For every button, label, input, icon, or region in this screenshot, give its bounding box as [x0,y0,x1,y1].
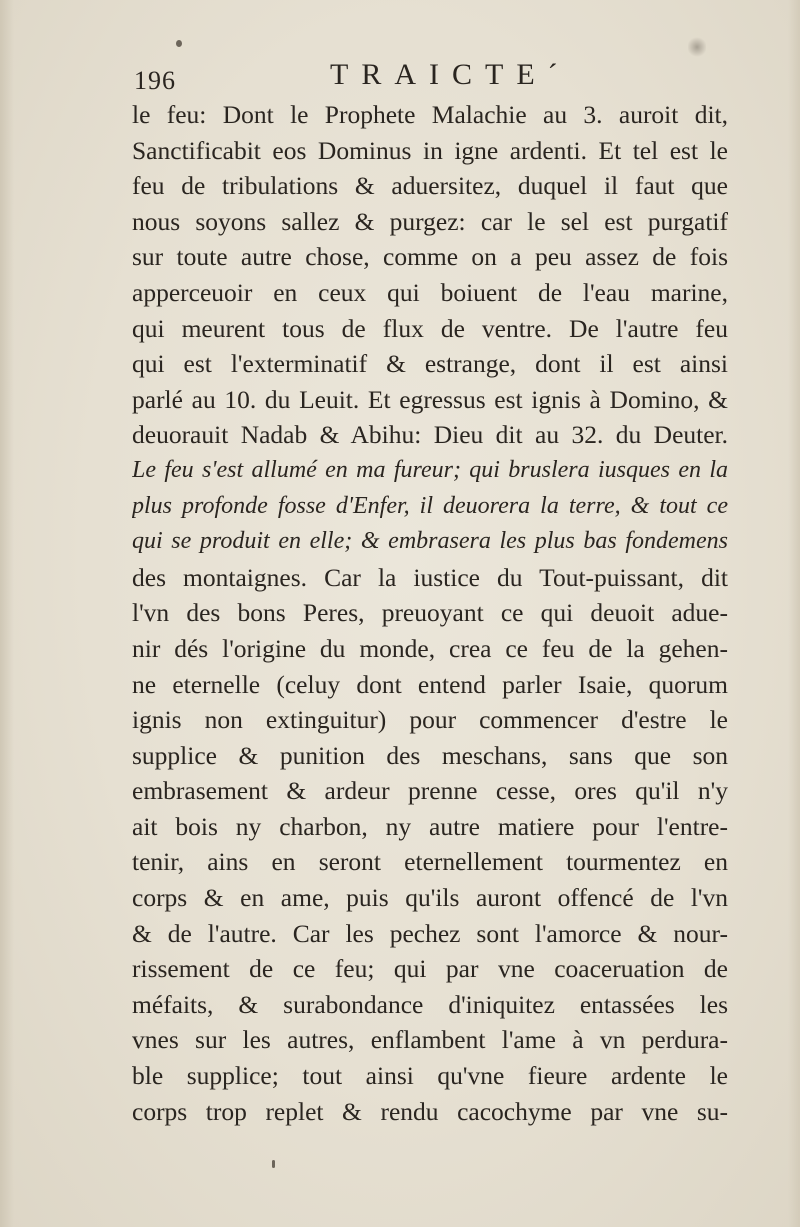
ink-smudge [688,36,706,58]
text-line: ignis non extinguitur) pour commencer d'estre le [132,705,728,735]
text-line: plus profonde fosse d'Enfer, il deuorera la terre, & tout ce [132,492,728,519]
text-line: embrasement & ardeur prenne cesse, ores qu'il n'y [132,776,728,806]
text-line: rissement de ce feu; qui par vne coaceruation de [132,954,728,984]
body-text [132,97,728,1129]
text-line: sur toute autre chose, comme on a peu assez de fois [132,242,728,272]
text-line: nir dés l'origine du monde, crea ce feu de la gehen- [132,633,728,663]
text-line: méfaits, & surabondance d'iniquitez entassées les [132,989,728,1019]
text-line: corps & en ame, puis qu'ils auront offencé de l'vn [132,883,728,913]
text-line: supplice & punition des meschans, sans que son [132,740,728,770]
page-number: 196 [134,66,176,95]
running-head: TRAICTE´ [330,58,571,91]
text-line: ait bois ny charbon, ny autre matiere pour l'entre- [132,811,728,841]
text-line: apperceuoir en ceux qui boiuent de l'eau marine, [132,277,728,307]
text-line: qui est l'exterminatif & estrange, dont il est ainsi [132,349,728,379]
text-line: qui meurent tous de flux de ventre. De l'autre feu [132,313,728,343]
text-line: l'vn des bons Peres, preuoyant ce qui deuoit adue- [132,598,728,628]
text-line: le feu: Dont le Prophete Malachie au 3. auroit dit, [132,100,728,129]
text-line: & de l'autre. Car les pechez sont l'amorce & nour- [132,918,728,948]
page-right-edge [788,0,800,1227]
text-line: qui se produit en elle; & embrasera les plus bas fondemens [132,528,728,555]
page-left-edge [0,0,14,1227]
text-line: feu de tribulations & aduersitez, duquel il faut que [132,171,728,201]
text-line: nous soyons sallez & purgez: car le sel est purgatif [132,206,728,236]
text-line: deuorauit Nadab & Abihu: Dieu dit au 32. du Deuter. [132,420,728,450]
text-line: Le feu s'est allumé en ma fureur; qui bruslera iusques en la [132,456,728,483]
text-line: des montaignes. Car la iustice du Tout-puissant, dit [132,562,728,592]
text-line: tenir, ains en seront eternellement tourmentez en [132,847,728,877]
text-line: corps trop replet & rendu cacochyme par vne su- [132,1096,728,1126]
ink-spot [176,40,182,47]
text-line: ble supplice; tout ainsi qu'vne fieure ardente le [132,1061,728,1091]
text-line: Sanctificabit eos Dominus in igne ardenti. Et tel est le [132,135,728,165]
ink-spot [272,1160,275,1168]
text-line: parlé au 10. du Leuit. Et egressus est ignis à Domino, & [132,384,728,414]
text-line: vnes sur les autres, enflambent l'ame à vn perdura- [132,1025,728,1055]
page-header [134,58,724,98]
text-line: ne eternelle (celuy dont entend parler Isaie, quorum [132,669,728,699]
